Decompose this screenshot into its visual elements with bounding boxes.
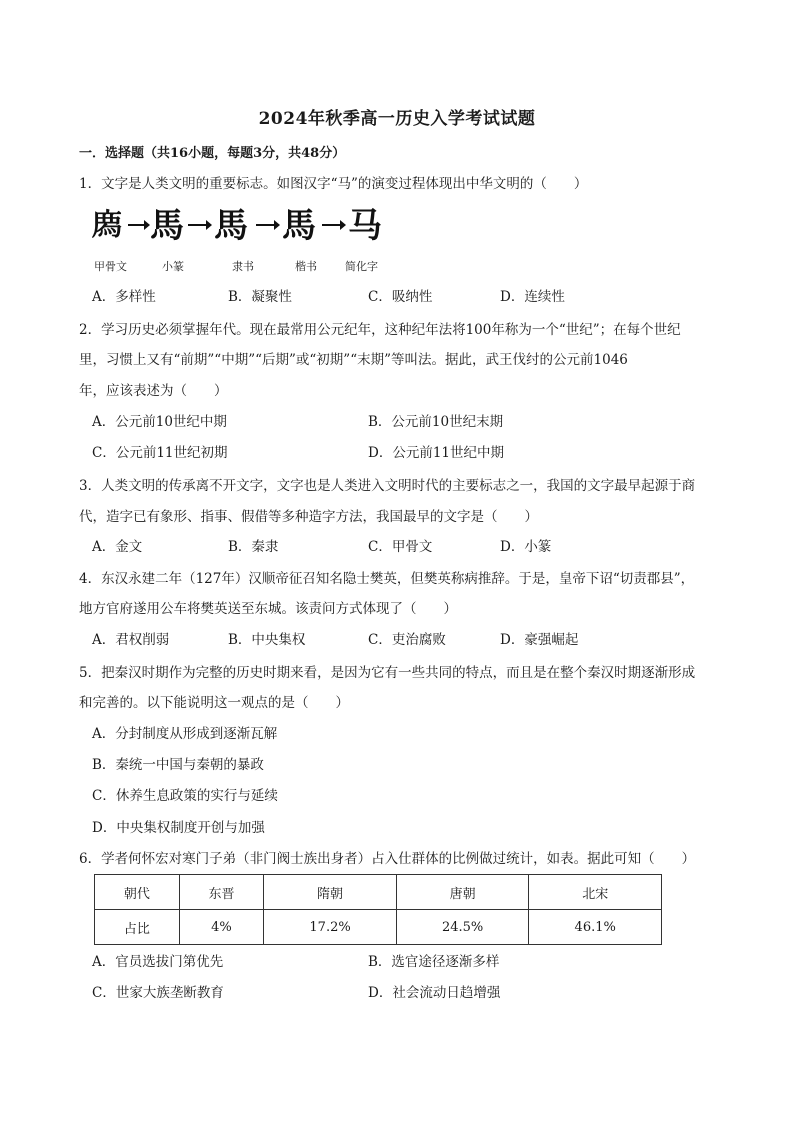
- question-1-text: 1．文字是人类文明的重要标志。如图汉字“马”的演变过程体现出中华文明的（ ）: [79, 176, 588, 192]
- section-heading: 一．选择题（共16小题，每题3分，共48分）: [79, 146, 346, 161]
- glyph-label: 小篆: [162, 260, 184, 273]
- option-d[interactable]: D．社会流动日趋增强: [368, 985, 501, 1001]
- horse-evolution-figure: [92, 206, 392, 254]
- question-5-line: 和完善的。以下能说明这一观点的是（ ）: [79, 695, 349, 711]
- glyph-oracle-bone: 𢊁: [92, 208, 122, 243]
- option-a[interactable]: A．官员选拔门第优先: [92, 954, 224, 970]
- table-cell: 占比: [95, 910, 180, 945]
- question-2-line: 里，习惯上又有“前期”“中期”“后期”或“初期”“末期”等叫法。据此，武王伐纣的公元前1046: [79, 352, 628, 368]
- option-b[interactable]: B．秦隶: [228, 539, 279, 555]
- option-c[interactable]: C．公元前11世纪初期: [92, 445, 228, 461]
- question-3-line: 3．人类文明的传承离不开文字，文字也是人类进入文明时代的主要标志之一，我国的文字最早起源于商: [79, 478, 696, 494]
- question-5-line: 5．把秦汉时期作为完整的历史时期来看，是因为它有一些共同的特点，而且是在整个秦汉时期逐渐形成: [79, 665, 696, 681]
- arrow-icon: [188, 224, 210, 226]
- option-c[interactable]: C．吸纳性: [368, 289, 433, 305]
- glyph-label: 楷书: [295, 260, 317, 273]
- table-cell: 17.2%: [264, 910, 397, 945]
- option-b[interactable]: B．中央集权: [228, 632, 306, 648]
- table-cell: 46.1%: [529, 910, 662, 945]
- option-a[interactable]: A．公元前10世纪中期: [92, 414, 227, 430]
- table-header-cell: 唐朝: [396, 875, 529, 910]
- option-c[interactable]: C．甲骨文: [368, 539, 433, 555]
- option-a[interactable]: A．分封制度从形成到逐渐瓦解: [92, 726, 278, 742]
- option-d[interactable]: D．连续性: [500, 289, 565, 305]
- glyph-label: 简化字: [345, 260, 378, 273]
- option-c[interactable]: C．休养生息政策的实行与延续: [92, 788, 278, 804]
- option-c[interactable]: C．世家大族垄断教育: [92, 985, 224, 1001]
- arrow-icon: [322, 224, 344, 226]
- glyph-simplified: 马: [348, 206, 382, 246]
- exam-title: 2024年秋季高一历史入学考试试题: [258, 109, 536, 129]
- option-d[interactable]: D．小篆: [500, 539, 552, 555]
- option-d[interactable]: D．公元前11世纪中期: [368, 445, 505, 461]
- table-row: [95, 910, 662, 945]
- table-header-cell: 北宋: [529, 875, 662, 910]
- option-a[interactable]: A．金文: [92, 539, 143, 555]
- option-c[interactable]: C．吏治腐败: [368, 632, 446, 648]
- glyph-label: 甲骨文: [94, 260, 127, 273]
- table-header-cell: 东晋: [179, 875, 264, 910]
- arrow-icon: [256, 224, 278, 226]
- ratio-table: [94, 874, 662, 945]
- glyph-regular: 馬: [282, 206, 316, 246]
- option-d[interactable]: D．中央集权制度开创与加强: [92, 820, 265, 836]
- arrow-icon: [128, 224, 148, 226]
- table-cell: 24.5%: [396, 910, 529, 945]
- question-4-line: 地方官府遂用公车将樊英送至东城。该责问方式体现了（ ）: [79, 601, 457, 617]
- table-header-cell: 隋朝: [264, 875, 397, 910]
- question-3-line: 代，造字已有象形、指事、假借等多种造字方法，我国最早的文字是（ ）: [79, 509, 538, 525]
- glyph-label: 隶书: [232, 260, 254, 273]
- question-2-line: 年，应该表述为（ ）: [79, 383, 228, 399]
- question-2-line: 2．学习历史必须掌握年代。现在最常用公元纪年，这种纪年法将100年称为一个“世纪”；在每个世纪: [79, 322, 681, 338]
- glyph-small-seal: 馬: [150, 206, 184, 246]
- glyph-clerical: 馬: [214, 206, 248, 246]
- option-b[interactable]: B．秦统一中国与秦朝的暴政: [92, 757, 264, 773]
- question-6-text: 6．学者何怀宏对寒门子弟（非门阀士族出身者）占入仕群体的比例做过统计，如表。据此可知（ ）: [79, 851, 696, 867]
- option-d[interactable]: D．豪强崛起: [500, 632, 579, 648]
- option-b[interactable]: B．公元前10世纪末期: [368, 414, 504, 430]
- question-4-line: 4．东汉永建二年（127年）汉顺帝征召知名隐士樊英，但樊英称病推辞。于是，皇帝下诏“切责郡县”，: [79, 571, 695, 587]
- table-cell: 4%: [179, 910, 264, 945]
- table-row: [95, 875, 662, 910]
- option-b[interactable]: B．选官途径逐渐多样: [368, 954, 500, 970]
- option-a[interactable]: A．君权削弱: [92, 632, 170, 648]
- option-b[interactable]: B．凝聚性: [228, 289, 292, 305]
- option-a[interactable]: A．多样性: [92, 289, 156, 305]
- table-header-cell: 朝代: [95, 875, 180, 910]
